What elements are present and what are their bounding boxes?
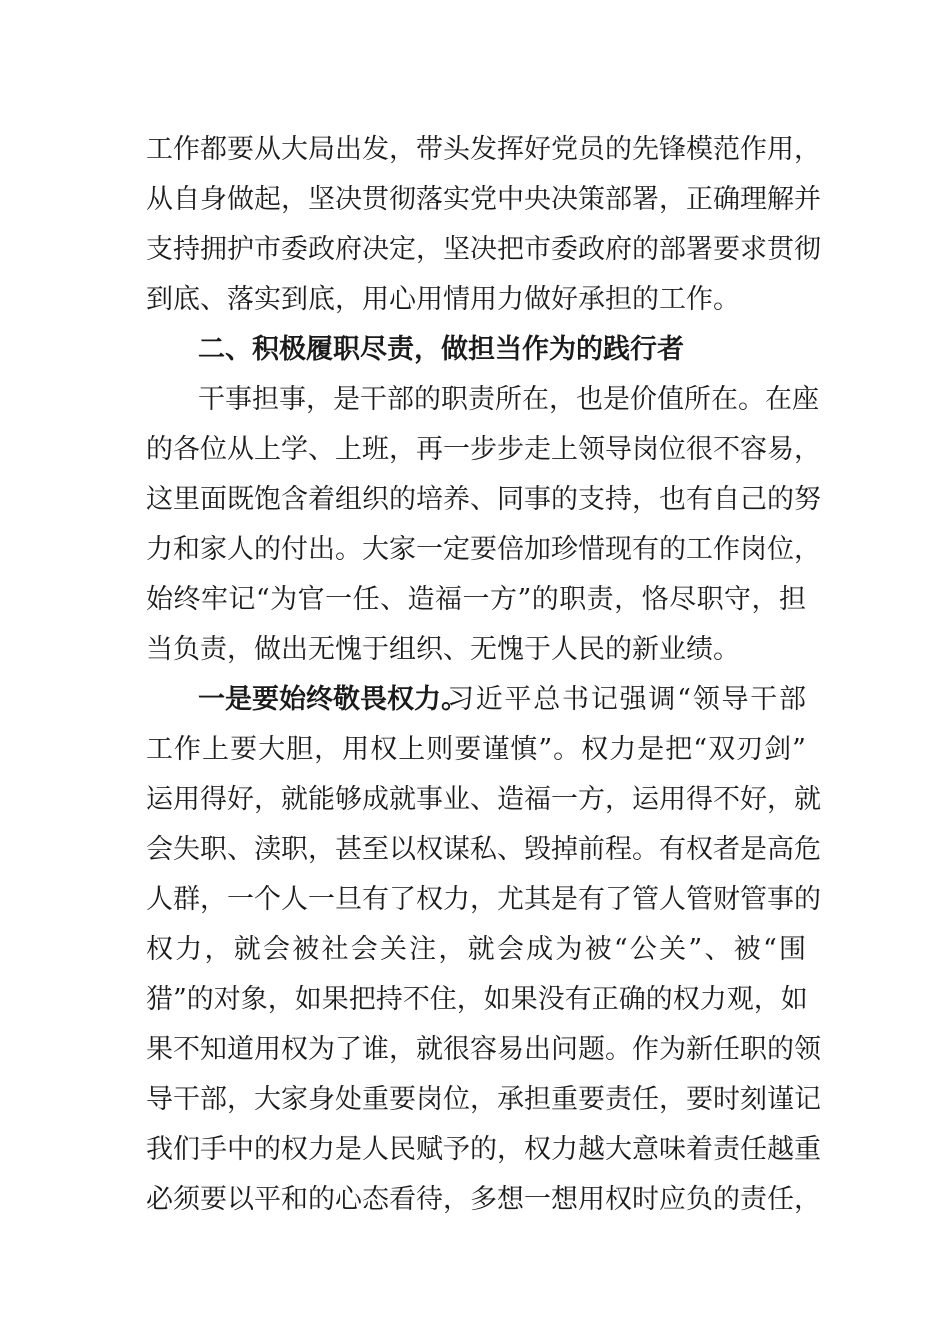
text-line: 从自身做起，坚决贯彻落实党中央决策部署，正确理解并 xyxy=(146,184,821,215)
text-line: 工作都要从大局出发，带头发挥好党员的先锋模范作用， xyxy=(146,134,821,165)
text-line: 习近平总书记强调“领导干部 xyxy=(447,684,806,715)
text-line: 工作上要大胆，用权上则要谨慎”。权力是把“双刃剑” xyxy=(146,734,806,765)
paragraph-3-line-3 xyxy=(0,780,950,820)
text-line: 运用得好，就能够成就事业、造福一方，运用得不好，就 xyxy=(146,784,821,815)
text-line: 力和家人的付出。大家一定要倍加珍惜现有的工作岗位， xyxy=(146,534,821,565)
paragraph-3-line-5 xyxy=(0,880,950,920)
paragraph-1-line-3 xyxy=(0,230,950,270)
text-line: 导干部，大家身处重要岗位，承担重要责任，要时刻谨记 xyxy=(146,1084,821,1115)
paragraph-2-line-1 xyxy=(0,380,950,420)
paragraph-2-line-5 xyxy=(0,580,950,620)
paragraph-3-line-2 xyxy=(0,730,950,770)
text-line: 人群，一个人一旦有了权力，尤其是有了管人管财管事的 xyxy=(146,884,821,915)
paragraph-1-line-4 xyxy=(0,280,950,320)
paragraph-3-line-11 xyxy=(0,1180,950,1220)
paragraph-2-line-4 xyxy=(0,530,950,570)
paragraph-3-line-4 xyxy=(0,830,950,870)
text-line: 到底、落实到底，用心用情用力做好承担的工作。 xyxy=(146,284,740,315)
text-line: 我们手中的权力是人民赋予的，权力越大意味着责任越重 xyxy=(146,1134,821,1165)
paragraph-3-line-7 xyxy=(0,980,950,1020)
text-line: 当负责，做出无愧于组织、无愧于人民的新业绩。 xyxy=(146,634,740,665)
text-line: 支持拥护市委政府决定，坚决把市委政府的部署要求贯彻 xyxy=(146,234,821,265)
text-line: 始终牢记“为官一任、造福一方”的职责，恪尽职守，担 xyxy=(146,584,806,615)
paragraph-1-line-1 xyxy=(0,130,950,170)
paragraph-2-line-2 xyxy=(0,430,950,470)
section-heading-text: 二、积极履职尽责，做担当作为的践行者 xyxy=(198,334,684,365)
text-line: 权力，就会被社会关注，就会成为被“公关”、被“围 xyxy=(146,934,806,965)
text-line: 这里面既饱含着组织的培养、同事的支持，也有自己的努 xyxy=(146,484,821,515)
paragraph-3-line-1 xyxy=(0,680,950,720)
text-line: 果不知道用权为了谁，就很容易出问题。作为新任职的领 xyxy=(146,1034,821,1065)
paragraph-3-line-9 xyxy=(0,1080,950,1120)
paragraph-2-line-3 xyxy=(0,480,950,520)
paragraph-3-line-6 xyxy=(0,930,950,970)
text-line: 干事担事，是干部的职责所在，也是价值所在。在座 xyxy=(198,384,819,415)
text-line: 必须要以平和的心态看待，多想一想用权时应负的责任， xyxy=(146,1184,821,1215)
text-line: 的各位从上学、上班，再一步步走上领导岗位很不容易， xyxy=(146,434,821,465)
text-line: 会失职、渎职，甚至以权谋私、毁掉前程。有权者是高危 xyxy=(146,834,821,865)
paragraph-3-line-10 xyxy=(0,1130,950,1170)
paragraph-2-line-6 xyxy=(0,630,950,670)
bold-lead-phrase: 一是要始终敬畏权力。 xyxy=(198,684,468,715)
text-line: 猎”的对象，如果把持不住，如果没有正确的权力观，如 xyxy=(146,984,808,1015)
section-heading xyxy=(0,330,950,370)
paragraph-3-line-8 xyxy=(0,1030,950,1070)
paragraph-1-line-2 xyxy=(0,180,950,220)
